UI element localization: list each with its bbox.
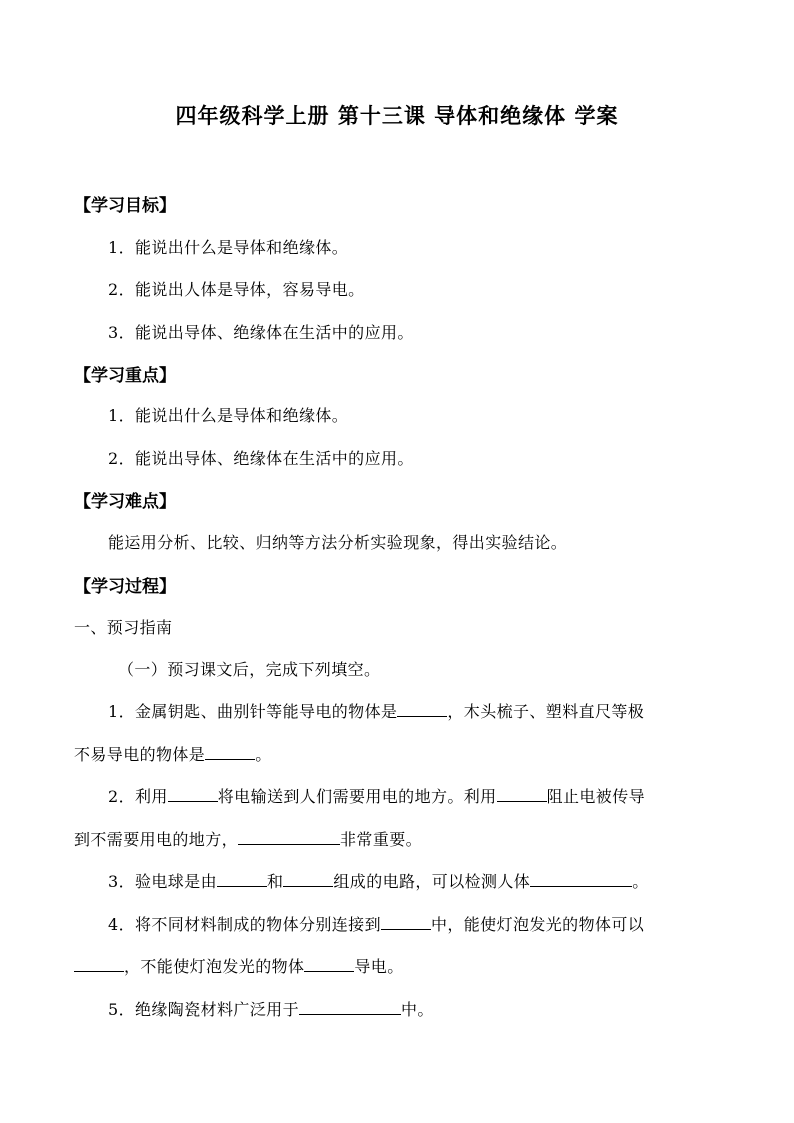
fill-blank[interactable] [304, 954, 354, 972]
fill-blank[interactable] [397, 699, 447, 717]
question-text: 到不需要用电的地方， [74, 830, 239, 849]
question-3 [108, 869, 649, 892]
fill-blank[interactable] [299, 997, 401, 1015]
difficulties-text: 能运用分析、比较、归纳等方法分析实验现象，得出实验结论。 [108, 533, 568, 552]
fill-blank[interactable] [168, 784, 218, 802]
question-4 [108, 912, 644, 935]
question-2-cont [74, 827, 422, 850]
question-1 [108, 699, 644, 722]
question-text: 中，能使灯泡发光的物体可以 [430, 915, 645, 934]
question-4-cont [74, 954, 404, 977]
page-title: 四年级科学上册 第十三课 导体和绝缘体 学案 [175, 104, 619, 128]
key-point-item: 1．能说出什么是导体和绝缘体。 [108, 406, 349, 425]
fill-blank[interactable] [283, 869, 333, 887]
goal-item: 1．能说出什么是导体和绝缘体。 [108, 238, 349, 257]
fill-blank[interactable] [205, 742, 255, 760]
goals-heading: 【学习目标】 [74, 196, 176, 216]
key-points-heading: 【学习重点】 [74, 366, 176, 386]
key-point-item: 2．能说出导体、绝缘体在生活中的应用。 [108, 449, 414, 468]
question-text: 2．利用 [108, 787, 168, 806]
difficulties-heading: 【学习难点】 [74, 492, 176, 512]
question-text: 。 [255, 745, 272, 764]
sub1-instruction: （一）预习课文后，完成下列填空。 [118, 660, 381, 679]
fill-blank[interactable] [238, 827, 340, 845]
part1-label: 一、预习指南 [74, 618, 173, 637]
goal-item: 3．能说出导体、绝缘体在生活中的应用。 [108, 323, 414, 342]
question-text: 非常重要。 [340, 830, 423, 849]
question-text: 组成的电路，可以检测人体 [333, 872, 531, 891]
question-2 [108, 784, 645, 807]
fill-blank[interactable] [497, 784, 547, 802]
question-text: 4．将不同材料制成的物体分别连接到 [108, 915, 381, 934]
question-text: 1．金属钥匙、曲别针等能导电的物体是 [108, 702, 398, 721]
question-text: 5．绝缘陶瓷材料广泛用于 [108, 1000, 299, 1019]
fill-blank[interactable] [381, 912, 431, 930]
question-text: 不易导电的物体是 [74, 745, 206, 764]
question-text: 。 [632, 872, 649, 891]
question-text: 将电输送到人们需要用电的地方。利用 [217, 787, 497, 806]
question-text: 中。 [400, 1000, 434, 1019]
fill-blank[interactable] [217, 869, 267, 887]
question-text: 导电。 [354, 957, 404, 976]
question-text: 3．验电球是由 [108, 872, 217, 891]
fill-blank[interactable] [530, 869, 632, 887]
question-text: ，木头梳子、塑料直尺等极 [447, 702, 645, 721]
question-1-cont [74, 742, 272, 765]
goal-item: 2．能说出人体是导体，容易导电。 [108, 280, 365, 299]
question-text: ，不能使灯泡发光的物体 [124, 957, 305, 976]
question-text: 阻止电被传导 [546, 787, 645, 806]
process-heading: 【学习过程】 [74, 577, 176, 597]
question-text: 和 [266, 872, 284, 891]
fill-blank[interactable] [74, 954, 124, 972]
question-5 [108, 997, 434, 1020]
